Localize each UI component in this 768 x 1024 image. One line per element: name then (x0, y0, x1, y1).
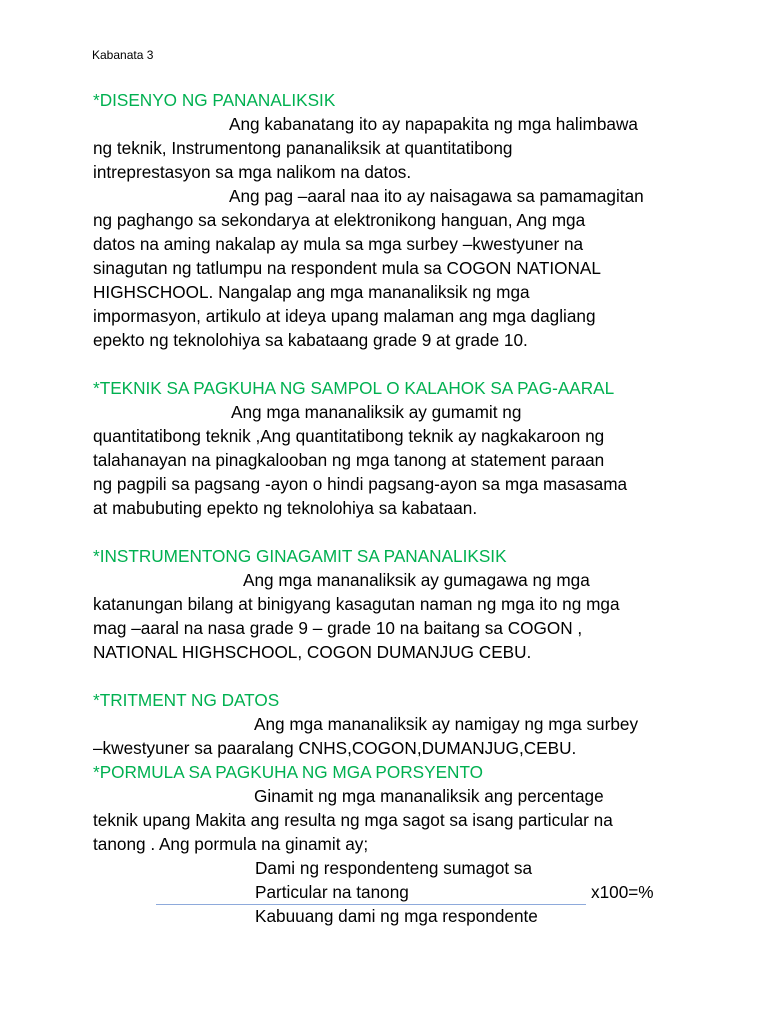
spacer (93, 352, 693, 376)
paragraph-line: tanong . Ang pormula na ginamit ay; (93, 834, 369, 854)
paragraph-line: Ang pag –aaral naa ito ay naisagawa sa pamamagitan (229, 186, 644, 206)
paragraph-line: Ang mga mananaliksik ay namigay ng mga surbey (254, 714, 639, 734)
formula-multiplier: x100=% (591, 882, 654, 902)
paragraph-line: HIGHSCHOOL. Nangalap ang mga mananaliksik ng mga (93, 282, 530, 302)
paragraph-line: at mabubuting epekto ng teknolohiya sa kabataan. (93, 498, 478, 518)
paragraph-line: ng pagpili sa pagsang -ayon o hindi pagsang-ayon sa mga masasama (93, 474, 628, 494)
paragraph-line: intreprestasyon sa mga nalikom na datos. (93, 162, 412, 182)
paragraph-line: sinagutan ng tatlumpu na respondent mula sa COGON NATIONAL (93, 258, 601, 278)
paragraph-line: katanungan bilang at binigyang kasagutan naman ng mga ito ng mga (93, 594, 620, 614)
spacer (93, 520, 693, 544)
paragraph-line: epekto ng teknolohiya sa kabataang grade 9 at grade 10. (93, 330, 528, 350)
section-heading-teknik: *TEKNIK SA PAGKUHA NG SAMPOL O KALAHOK SA PAG-AARAL (93, 378, 615, 398)
paragraph-line: impormasyon, artikulo at ideya upang malaman ang mga dagliang (93, 306, 596, 326)
section-heading-disenyo: *DISENYO NG PANANALIKSIK (93, 90, 336, 110)
paragraph-line: –kwestyuner sa paaralang CNHS,COGON,DUMANJUG,CEBU. (93, 738, 577, 758)
section-heading-instrumento: *INSTRUMENTONG GINAGAMIT SA PANANALIKSIK (93, 546, 507, 566)
paragraph-line: ng teknik, Instrumentong pananaliksik at quantitatibong (93, 138, 513, 158)
section-heading-tritment: *TRITMENT NG DATOS (93, 690, 280, 710)
paragraph-line: talahanayan na pinagkalooban ng mga tanong at statement paraan (93, 450, 605, 470)
section-heading-pormula: *PORMULA SA PAGKUHA NG MGA PORSYENTO (93, 762, 484, 782)
paragraph-line: teknik upang Makita ang resulta ng mga sagot sa isang particular na (93, 810, 613, 830)
percentage-formula (93, 856, 693, 928)
formula-numerator-line2: Particular na tanong (255, 882, 409, 902)
paragraph-line: Ginamit ng mga mananaliksik ang percentage (254, 786, 604, 806)
spacer (93, 664, 693, 688)
paragraph-line: Ang kabanatang ito ay napapakita ng mga halimbawa (229, 114, 638, 134)
paragraph-line: NATIONAL HIGHSCHOOL, COGON DUMANJUG CEBU. (93, 642, 532, 662)
document-body (93, 88, 693, 928)
chapter-label: Kabanata 3 (92, 48, 154, 62)
paragraph-line: datos na aming nakalap ay mula sa mga surbey –kwestyuner na (93, 234, 584, 254)
paragraph-line: Ang mga mananaliksik ay gumamit ng (231, 402, 522, 422)
paragraph-line: Ang mga mananaliksik ay gumagawa ng mga (243, 570, 590, 590)
paragraph-line: ng paghango sa sekondarya at elektronikong hanguan, Ang mga (93, 210, 586, 230)
paragraph-line: quantitatibong teknik ,Ang quantitatibong teknik ay nagkakaroon ng (93, 426, 605, 446)
paragraph-line: mag –aaral na nasa grade 9 – grade 10 na baitang sa COGON , (93, 618, 583, 638)
formula-numerator-line1: Dami ng respondenteng sumagot sa (255, 858, 533, 878)
formula-denominator: Kabuuang dami ng mga respondente (255, 906, 538, 926)
